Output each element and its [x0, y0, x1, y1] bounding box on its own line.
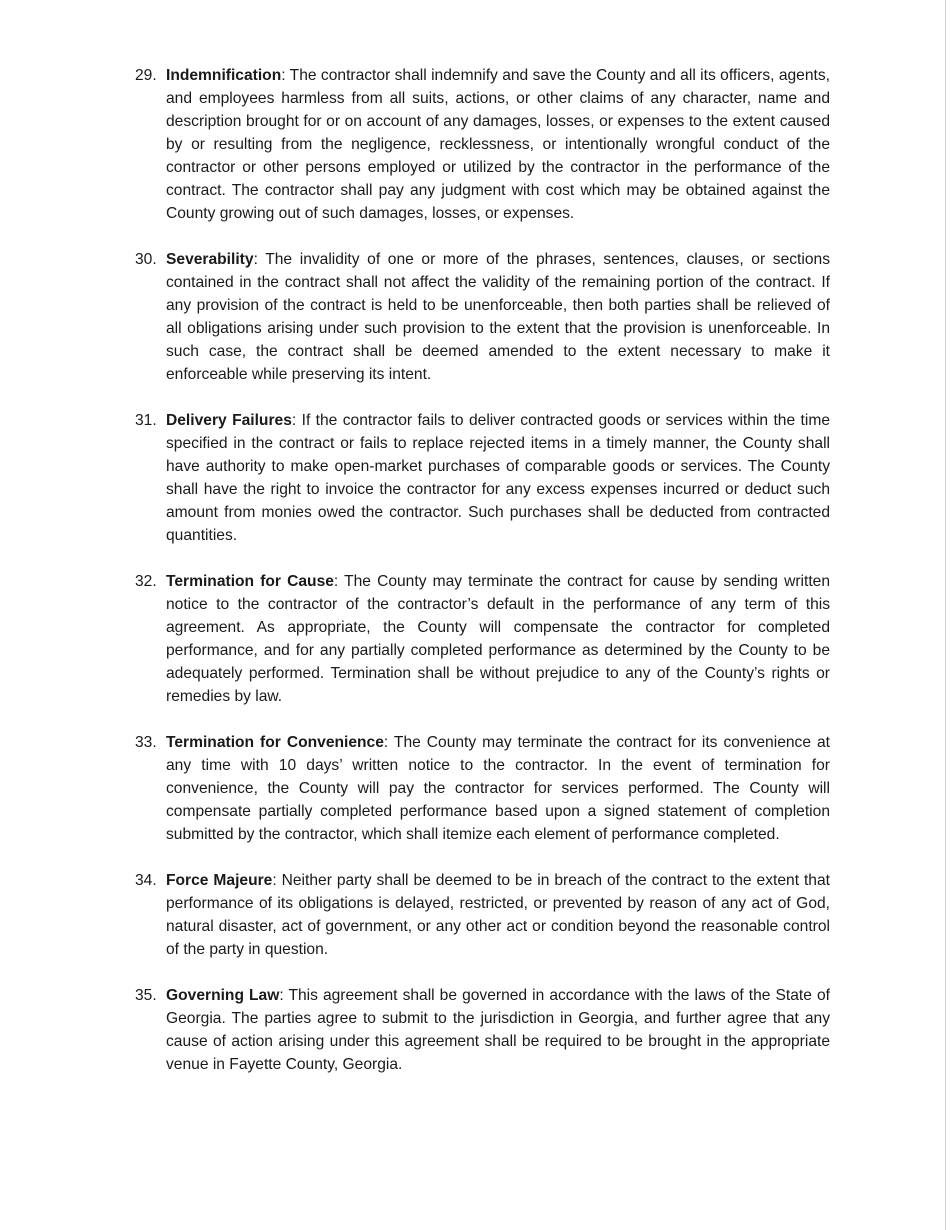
clause-number: 32.	[135, 573, 157, 590]
clause-title: Indemnification	[166, 67, 282, 84]
clause-title: Force Majeure	[166, 872, 273, 889]
clause-34	[135, 869, 830, 961]
clause-text: : The invalidity of one or more of the phrases, sentences, clauses, or sections contained in the contract shall not affect the validity of the remaining portion of the contract. If any provision of the contract is held to be unenforceable, then both parties shall be relieved of all obligations arising under such provision to the extent that the provision is unenforceable. In such case, the contract shall be deemed amended to the extent necessary to make it enforceable while preserving its intent.	[166, 251, 830, 383]
clause-title: Termination for Convenience	[166, 734, 384, 751]
clause-title: Governing Law	[166, 987, 280, 1004]
page-edge-line	[945, 0, 946, 1230]
clause-text: : The County may terminate the contract for cause by sending written notice to the contractor of the contractor’s default in the performance of any term of this agreement. As appropriate, the County will compensate the contractor for completed performance, and for any partially completed performance as determined by the County to be adequately performed. Termination shall be without prejudice to any of the County’s rights or remedies by law.	[166, 573, 830, 705]
clause-29	[135, 64, 830, 225]
clause-list	[135, 64, 830, 1099]
clause-number: 35.	[135, 987, 157, 1004]
clause-number: 33.	[135, 734, 157, 751]
clause-33	[135, 731, 830, 846]
clause-31	[135, 409, 830, 547]
clause-text: : The contractor shall indemnify and save the County and all its officers, agents, and employees harmless from all suits, actions, or other claims of any character, name and description brought for or on account of any damages, losses, or expenses to the extent caused by or resulting from the negligence, recklessness, or intentionally wrongful conduct of the contractor or other persons employed or utilized by the contractor in the performance of the contract. The contractor shall pay any judgment with cost which may be obtained against the County growing out of such damages, losses, or expenses.	[166, 67, 830, 222]
clause-35	[135, 984, 830, 1076]
clause-number: 30.	[135, 251, 157, 268]
clause-30	[135, 248, 830, 386]
clause-32	[135, 570, 830, 708]
clause-text: : The County may terminate the contract for its convenience at any time with 10 days’ written notice to the contractor. In the event of termination for convenience, the County will pay the contractor for services performed. The County will compensate partially completed performance based upon a signed statement of completion submitted by the contractor, which shall itemize each element of performance completed.	[166, 734, 830, 843]
clause-number: 29.	[135, 67, 157, 84]
clause-number: 34.	[135, 872, 157, 889]
clause-text: : Neither party shall be deemed to be in breach of the contract to the extent that performance of its obligations is delayed, restricted, or prevented by reason of any act of God, natural disaster, act of government, or any other act or condition beyond the reasonable control of the party in question.	[166, 872, 830, 958]
clause-text: : If the contractor fails to deliver contracted goods or services within the time specified in the contract or fails to replace rejected items in a timely manner, the County shall have authority to make open-market purchases of comparable goods or services. The County shall have the right to invoice the contractor for any excess expenses incurred or deduct such amount from monies owed the contractor. Such purchases shall be deducted from contracted quantities.	[166, 412, 830, 544]
clause-number: 31.	[135, 412, 157, 429]
clause-title: Delivery Failures	[166, 412, 292, 429]
clause-title: Severability	[166, 251, 254, 268]
clause-title: Termination for Cause	[166, 573, 334, 590]
clause-text: : This agreement shall be governed in accordance with the laws of the State of Georgia. The parties agree to submit to the jurisdiction in Georgia, and further agree that any cause of action arising under this agreement shall be required to be brought in the appropriate venue in Fayette County, Georgia.	[166, 987, 830, 1073]
